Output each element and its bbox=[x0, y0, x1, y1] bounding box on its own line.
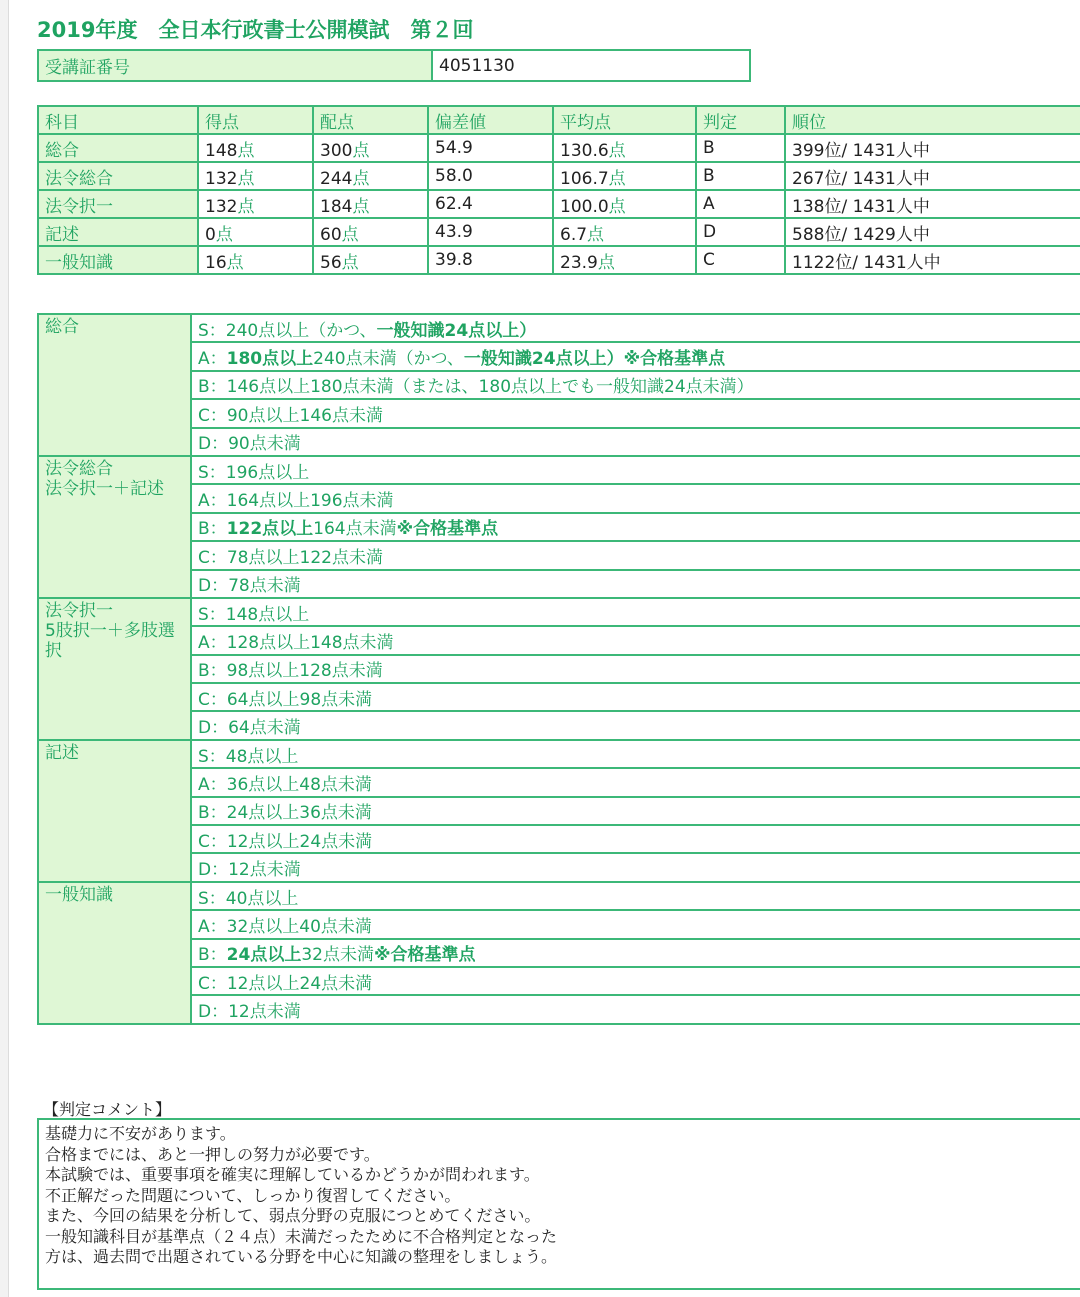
score-cell bbox=[198, 134, 313, 162]
subject-cell: 総合 bbox=[38, 134, 198, 162]
max-cell bbox=[313, 162, 428, 190]
unit-label: 点 bbox=[597, 252, 615, 273]
criteria-line bbox=[191, 626, 1080, 654]
criteria-group-name: 法令択一 5肢択一＋多肢選択 bbox=[38, 598, 191, 740]
score-row bbox=[38, 218, 1080, 246]
score-cell bbox=[198, 162, 313, 190]
deviation-cell bbox=[428, 246, 553, 274]
criteria-group-name: 一般知識 bbox=[38, 882, 191, 1024]
score-header-cell: 順位 bbox=[785, 106, 1080, 134]
criteria-row bbox=[38, 768, 1080, 796]
criteria-text: A：36点以上48点未満 bbox=[198, 774, 372, 795]
deviation-value: 39.8 bbox=[435, 250, 473, 270]
comment-line: 本試験では、重要事項を確実に理解しているかどうかが問われます。 bbox=[45, 1165, 540, 1184]
average-value: 130.6 bbox=[560, 140, 609, 161]
score-value: 132 bbox=[205, 168, 238, 189]
criteria-text: A：164点以上196点未満 bbox=[198, 491, 394, 512]
criteria-row bbox=[38, 342, 1080, 370]
criteria-text: D：78点未満 bbox=[198, 576, 301, 597]
examinee-row bbox=[38, 50, 750, 81]
criteria-row bbox=[38, 626, 1080, 654]
score-table bbox=[37, 105, 1080, 275]
score-header-cell: 偏差値 bbox=[428, 106, 553, 134]
criteria-line bbox=[191, 570, 1080, 598]
criteria-line bbox=[191, 825, 1080, 853]
unit-label: 点 bbox=[237, 196, 255, 217]
score-value: 148 bbox=[205, 140, 238, 161]
criteria-text: C：90点以上146点未満 bbox=[198, 405, 383, 426]
criteria-text: S：48点以上 bbox=[198, 746, 299, 767]
max-value: 244 bbox=[320, 168, 353, 189]
criteria-row bbox=[38, 484, 1080, 512]
criteria-line bbox=[191, 342, 1080, 370]
unit-label: 点 bbox=[215, 224, 233, 245]
average-value: 106.7 bbox=[560, 168, 609, 189]
criteria-text: B： bbox=[198, 519, 227, 540]
criteria-row bbox=[38, 314, 1080, 342]
score-cell bbox=[198, 190, 313, 218]
criteria-line bbox=[191, 910, 1080, 938]
subject-cell: 法令総合 bbox=[38, 162, 198, 190]
criteria-text: C：78点以上122点未満 bbox=[198, 547, 383, 568]
subject-cell: 一般知識 bbox=[38, 246, 198, 274]
unit-label: 点 bbox=[341, 224, 359, 245]
grade-cell: A bbox=[696, 190, 785, 218]
criteria-row bbox=[38, 939, 1080, 967]
max-value: 184 bbox=[320, 196, 353, 217]
average-cell bbox=[553, 190, 696, 218]
criteria-text: S：196点以上 bbox=[198, 462, 310, 483]
page-title: 2019年度 全日本行政書士公開模試 第２回 bbox=[37, 18, 474, 42]
deviation-cell bbox=[428, 134, 553, 162]
examinee-table bbox=[37, 49, 751, 82]
subject-cell: 記述 bbox=[38, 218, 198, 246]
criteria-line bbox=[191, 655, 1080, 683]
criteria-row bbox=[38, 371, 1080, 399]
max-value: 300 bbox=[320, 140, 353, 161]
criteria-line bbox=[191, 711, 1080, 739]
average-value: 100.0 bbox=[560, 196, 609, 217]
score-row bbox=[38, 162, 1080, 190]
deviation-value: 54.9 bbox=[435, 138, 473, 158]
deviation-cell bbox=[428, 162, 553, 190]
average-cell bbox=[553, 162, 696, 190]
criteria-row bbox=[38, 740, 1080, 768]
criteria-text: 164点未満 bbox=[313, 519, 397, 540]
score-value: 0 bbox=[205, 224, 216, 245]
score-header-cell: 配点 bbox=[313, 106, 428, 134]
criteria-line bbox=[191, 740, 1080, 768]
max-cell bbox=[313, 134, 428, 162]
max-value: 56 bbox=[320, 252, 342, 273]
score-header-cell: 平均点 bbox=[553, 106, 696, 134]
criteria-row bbox=[38, 598, 1080, 626]
criteria-line bbox=[191, 513, 1080, 541]
max-value: 60 bbox=[320, 224, 342, 245]
criteria-row bbox=[38, 910, 1080, 938]
rank-cell: 267位/ 1431人中 bbox=[785, 162, 1080, 190]
score-value: 16 bbox=[205, 252, 227, 273]
criteria-line bbox=[191, 967, 1080, 995]
unit-label: 点 bbox=[608, 196, 626, 217]
criteria-row bbox=[38, 570, 1080, 598]
criteria-emphasis: 122点以上 bbox=[226, 519, 314, 540]
max-cell bbox=[313, 218, 428, 246]
grade-cell: B bbox=[696, 162, 785, 190]
criteria-group-name: 総合 bbox=[38, 314, 191, 456]
score-value: 132 bbox=[205, 196, 238, 217]
criteria-text: S：240点以上（かつ、 bbox=[198, 320, 377, 341]
unit-label: 点 bbox=[226, 252, 244, 273]
criteria-line bbox=[191, 428, 1080, 456]
criteria-line bbox=[191, 314, 1080, 342]
criteria-row bbox=[38, 655, 1080, 683]
criteria-row bbox=[38, 853, 1080, 881]
score-header-row bbox=[38, 106, 1080, 134]
grade-criteria-table bbox=[37, 313, 1080, 1025]
criteria-row bbox=[38, 967, 1080, 995]
criteria-line bbox=[191, 371, 1080, 399]
criteria-text: B：146点以上180点未満（または、180点以上でも一般知識24点未満） bbox=[198, 377, 754, 398]
max-cell bbox=[313, 190, 428, 218]
criteria-row bbox=[38, 541, 1080, 569]
criteria-text: A：32点以上40点未満 bbox=[198, 916, 372, 937]
average-value: 6.7 bbox=[560, 224, 588, 245]
criteria-text: C：12点以上24点未満 bbox=[198, 973, 373, 994]
criteria-group-name: 法令総合 法令択一＋記述 bbox=[38, 456, 191, 598]
criteria-row bbox=[38, 456, 1080, 484]
criteria-line bbox=[191, 484, 1080, 512]
criteria-line bbox=[191, 598, 1080, 626]
criteria-text: S：40点以上 bbox=[198, 888, 299, 909]
criteria-line bbox=[191, 456, 1080, 484]
comment-line: 方は、過去問で出題されている分野を中心に知識の整理をしましょう。 bbox=[45, 1247, 558, 1266]
deviation-value: 58.0 bbox=[435, 166, 473, 186]
criteria-row bbox=[38, 683, 1080, 711]
criteria-emphasis: 180点以上 bbox=[226, 349, 314, 370]
comment-line: 合格までには、あと一押しの努力が必要です。 bbox=[45, 1144, 380, 1164]
criteria-row bbox=[38, 797, 1080, 825]
unit-label: 点 bbox=[341, 252, 359, 273]
criteria-emphasis: ※合格基準点 bbox=[396, 519, 499, 540]
deviation-value: 43.9 bbox=[435, 222, 473, 242]
criteria-text: A：128点以上148点未満 bbox=[198, 632, 394, 653]
rank-cell: 1122位/ 1431人中 bbox=[785, 246, 1080, 274]
subject-cell: 法令択一 bbox=[38, 190, 198, 218]
criteria-row bbox=[38, 995, 1080, 1023]
results-page bbox=[8, 0, 1080, 1297]
criteria-text: A： bbox=[198, 349, 227, 370]
unit-label: 点 bbox=[352, 168, 370, 189]
criteria-line bbox=[191, 399, 1080, 427]
criteria-text: S：148点以上 bbox=[198, 604, 310, 625]
deviation-value: 62.4 bbox=[435, 194, 473, 214]
criteria-line bbox=[191, 882, 1080, 910]
deviation-cell bbox=[428, 218, 553, 246]
criteria-text: D：90点未満 bbox=[198, 434, 301, 455]
comment-label: 【判定コメント】 bbox=[43, 1100, 172, 1119]
unit-label: 点 bbox=[608, 140, 626, 161]
criteria-line bbox=[191, 541, 1080, 569]
criteria-emphasis: 24点以上 bbox=[226, 945, 302, 966]
criteria-row bbox=[38, 399, 1080, 427]
average-cell bbox=[553, 246, 696, 274]
criteria-row bbox=[38, 711, 1080, 739]
unit-label: 点 bbox=[587, 224, 605, 245]
score-header-cell: 得点 bbox=[198, 106, 313, 134]
criteria-emphasis: ※合格基準点 bbox=[373, 945, 476, 966]
score-cell bbox=[198, 218, 313, 246]
criteria-text: D：64点未満 bbox=[198, 718, 301, 739]
criteria-text: C：12点以上24点未満 bbox=[198, 831, 373, 852]
criteria-row bbox=[38, 428, 1080, 456]
rank-cell: 138位/ 1431人中 bbox=[785, 190, 1080, 218]
unit-label: 点 bbox=[608, 168, 626, 189]
criteria-line bbox=[191, 939, 1080, 967]
comment-line: 基礎力に不安があります。 bbox=[45, 1124, 236, 1143]
comment-line: また、今回の結果を分析して、弱点分野の克服につとめてください。 bbox=[45, 1206, 541, 1225]
average-value: 23.9 bbox=[560, 252, 598, 273]
criteria-text: 240点未満（かつ、 bbox=[313, 349, 464, 370]
score-cell bbox=[198, 246, 313, 274]
score-row bbox=[38, 190, 1080, 218]
unit-label: 点 bbox=[352, 140, 370, 161]
criteria-line bbox=[191, 797, 1080, 825]
unit-label: 点 bbox=[237, 140, 255, 161]
criteria-row bbox=[38, 513, 1080, 541]
criteria-text: B：98点以上128点未満 bbox=[198, 661, 383, 682]
average-cell bbox=[553, 134, 696, 162]
max-cell bbox=[313, 246, 428, 274]
criteria-row bbox=[38, 825, 1080, 853]
criteria-line bbox=[191, 853, 1080, 881]
criteria-text: B：24点以上36点未満 bbox=[198, 803, 372, 824]
grade-cell: D bbox=[696, 218, 785, 246]
criteria-text: B： bbox=[198, 945, 227, 966]
criteria-line bbox=[191, 683, 1080, 711]
unit-label: 点 bbox=[237, 168, 255, 189]
comment-box bbox=[37, 1118, 1080, 1290]
score-header-cell: 判定 bbox=[696, 106, 785, 134]
average-cell bbox=[553, 218, 696, 246]
score-row bbox=[38, 134, 1080, 162]
comment-line: 一般知識科目が基準点（２４点）未満だったために不合格判定となった bbox=[45, 1226, 558, 1246]
criteria-text: 32点未満 bbox=[301, 945, 374, 966]
criteria-line bbox=[191, 995, 1080, 1023]
score-header-cell: 科目 bbox=[38, 106, 198, 134]
criteria-emphasis: 一般知識24点以上） bbox=[376, 320, 537, 341]
criteria-row bbox=[38, 882, 1080, 910]
rank-cell: 399位/ 1431人中 bbox=[785, 134, 1080, 162]
criteria-text: C：64点以上98点未満 bbox=[198, 689, 373, 710]
criteria-text: D：12点未満 bbox=[198, 1002, 301, 1023]
examinee-label: 受講証番号 bbox=[38, 50, 432, 81]
grade-cell: C bbox=[696, 246, 785, 274]
comment-line: 不正解だった問題について、しっかり復習してください。 bbox=[45, 1185, 461, 1205]
score-row bbox=[38, 246, 1080, 274]
unit-label: 点 bbox=[352, 196, 370, 217]
grade-cell: B bbox=[696, 134, 785, 162]
rank-cell: 588位/ 1429人中 bbox=[785, 218, 1080, 246]
deviation-cell bbox=[428, 190, 553, 218]
criteria-line bbox=[191, 768, 1080, 796]
examinee-number: 4051130 bbox=[432, 50, 750, 81]
criteria-group-name: 記述 bbox=[38, 740, 191, 882]
criteria-emphasis: 一般知識24点以上）※合格基準点 bbox=[463, 349, 726, 370]
criteria-text: D：12点未満 bbox=[198, 860, 301, 881]
